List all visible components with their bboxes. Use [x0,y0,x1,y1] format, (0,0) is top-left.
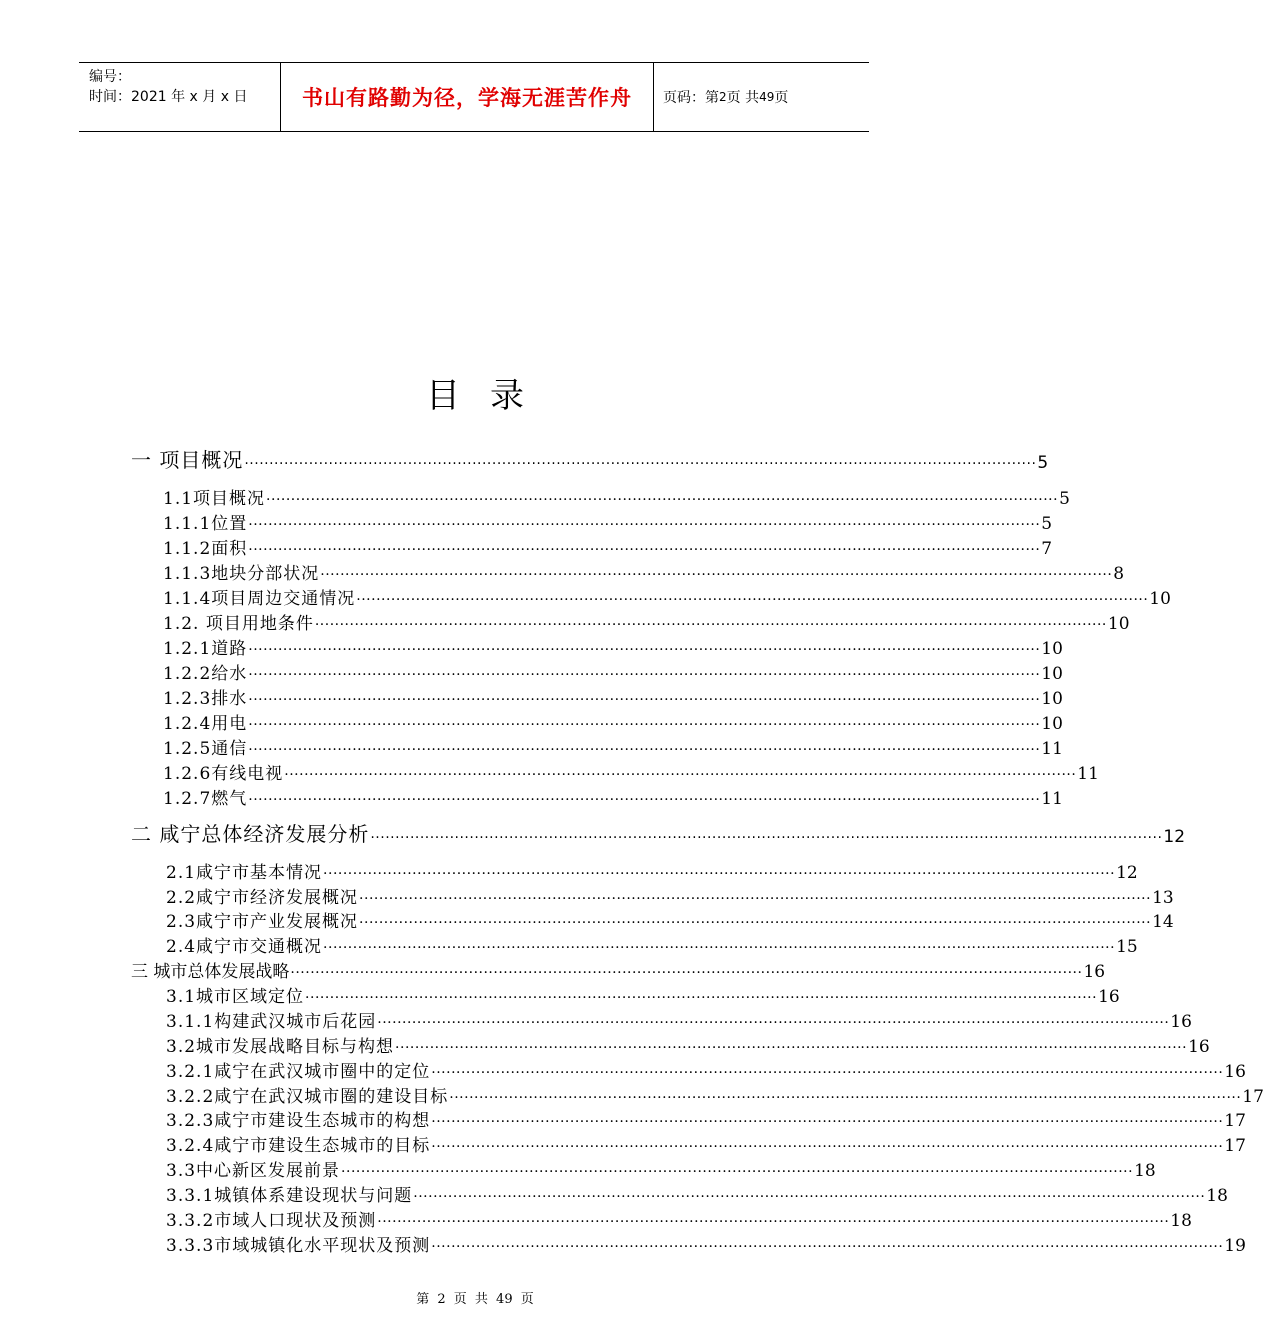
toc-leader: ································································································································································ [431,1239,1224,1255]
toc-entry-label: 1.1.1位置 [163,514,248,534]
toc-entry-label: 1.2. 项目用地条件 [163,614,314,634]
toc-entry[interactable] [166,1057,1246,1082]
toc-entry-page: 11 [1041,789,1063,809]
toc-entry[interactable] [166,1082,1264,1107]
toc-entry-page: 17 [1224,1111,1246,1131]
toc-entry[interactable] [166,1181,1228,1206]
document-date: 时间：2021 年 x 月 x 日 [89,89,248,105]
page-footer: 第 2 页 共 49 页 [416,1292,534,1307]
toc-title: 目录 [426,376,554,416]
toc-leader: ································································································································································ [341,1164,1134,1180]
toc-entry[interactable] [166,883,1174,908]
toc-entry-label: 3.2.3咸宁市建设生态城市的构想 [166,1111,431,1131]
toc-entry-label: 1.2.1道路 [163,639,248,659]
toc-entry[interactable] [163,509,1053,534]
toc-entry-page: 18 [1206,1186,1228,1206]
toc-entry-page: 16 [1224,1062,1246,1082]
toc-entry-label: 3.3中心新区发展前景 [166,1161,341,1181]
toc-entry[interactable] [163,559,1125,584]
header-info-cell [79,63,280,131]
toc-leader: ································································································································································ [323,940,1116,956]
toc-entry-label: 1.2.3排水 [163,689,248,709]
toc-entry-page: 11 [1041,739,1063,759]
toc-entry-page: 12 [1163,827,1186,847]
toc-leader: ································································································································································ [359,915,1152,931]
toc-leader: ································································································································································ [395,1040,1188,1056]
toc-entry-label: 2.3咸宁市产业发展概况 [166,912,359,932]
toc-entry-page: 14 [1152,912,1174,932]
toc-leader: ································································································································································ [244,456,1037,472]
toc-entry-label: 1.2.5通信 [163,739,248,759]
toc-entry-page: 16 [1083,962,1106,982]
page-mid: 页 共 [726,90,760,106]
toc-leader: ································································································································································ [248,667,1041,683]
page-header [79,62,869,132]
toc-entry[interactable] [163,634,1063,659]
toc-leader: ································································································································································ [377,1015,1170,1031]
toc-leader: ································································································································································ [248,792,1041,808]
toc-entry-page: 5 [1041,514,1053,534]
toc-entry-label: 3.2.1咸宁在武汉城市圈中的定位 [166,1062,431,1082]
toc-entry-page: 18 [1134,1161,1156,1181]
toc-entry-page: 15 [1116,937,1138,957]
toc-entry-page: 8 [1113,564,1125,584]
toc-entry-label: 1.2.4用电 [163,714,248,734]
toc-entry[interactable] [163,659,1063,684]
toc-leader: ································································································································································ [449,1090,1242,1106]
toc-entry[interactable] [166,1231,1246,1256]
toc-entry-label: 3.3.3市域城镇化水平现状及预测 [166,1236,431,1256]
toc-entry[interactable] [131,444,1049,473]
toc-leader: ································································································································································ [314,617,1107,633]
toc-entry-label: 1.1项目概况 [163,489,266,509]
toc-leader: ································································································································································ [320,567,1113,583]
toc-leader: ································································································································································ [431,1065,1224,1081]
toc-entry[interactable] [163,709,1063,734]
toc-entry-page: 16 [1188,1037,1210,1057]
toc-entry-label: 2.2咸宁市经济发展概况 [166,888,359,908]
toc-entry-page: 13 [1152,888,1174,908]
toc-entry-page: 10 [1041,664,1063,684]
toc-leader: ································································································································································ [377,1214,1170,1230]
page-number: 2 [719,90,727,104]
toc-entry-label: 一 项目概况 [131,448,244,472]
toc-entry-label: 3.1.1构建武汉城市后花园 [166,1012,377,1032]
document-number-label: 编号： [89,69,131,85]
toc-entry[interactable] [166,932,1138,957]
toc-leader: ································································································································································ [284,767,1077,783]
toc-entry[interactable] [166,1032,1210,1057]
toc-entry[interactable] [163,684,1063,709]
toc-leader: ································································································································································ [323,866,1116,882]
toc-leader: ································································································································································ [359,891,1152,907]
toc-entry-label: 三 城市总体发展战略 [131,962,290,982]
page-total: 49 [759,90,775,104]
toc-entry[interactable] [166,1206,1192,1231]
toc-entry[interactable] [166,1156,1156,1181]
toc-entry-page: 10 [1041,714,1063,734]
toc-entry-label: 1.1.2面积 [163,539,248,559]
toc-leader: ································································································································································ [431,1114,1224,1130]
toc-entry[interactable] [131,957,1106,982]
toc-leader: ································································································································································ [248,642,1041,658]
page-label: 页码：第 [663,90,719,106]
toc-entry-label: 3.2.2咸宁在武汉城市圈的建设目标 [166,1087,449,1107]
toc-leader: ································································································································································ [266,492,1059,508]
toc-entry-label: 3.3.1城镇体系建设现状与问题 [166,1186,413,1206]
toc-leader: ································································································································································ [413,1189,1206,1205]
toc-leader: ································································································································································ [248,742,1041,758]
toc-entry[interactable] [163,609,1130,634]
toc-entry-page: 17 [1242,1087,1264,1107]
toc-entry-label: 2.4咸宁市交通概况 [166,937,323,957]
toc-entry[interactable] [166,907,1174,932]
toc-leader: ································································································································································ [356,592,1149,608]
toc-entry-label: 3.2城市发展战略目标与构想 [166,1037,395,1057]
toc-entry[interactable] [166,1106,1246,1131]
toc-entry-label: 1.2.2给水 [163,664,248,684]
toc-entry-page: 12 [1116,863,1138,883]
toc-leader: ································································································································································ [305,990,1098,1006]
toc-entry-page: 10 [1041,639,1063,659]
toc-leader: ································································································································································ [290,965,1083,981]
toc-entry-page: 11 [1077,764,1099,784]
toc-entry-label: 3.2.4咸宁市建设生态城市的目标 [166,1136,431,1156]
toc-entry-page: 10 [1107,614,1130,634]
toc-entry-page: 10 [1041,689,1063,709]
toc-entry-label: 二 咸宁总体经济发展分析 [131,822,370,846]
toc-entry[interactable] [166,1131,1246,1156]
toc-entry[interactable] [166,1007,1192,1032]
toc-entry[interactable] [131,818,1186,847]
toc-leader: ································································································································································ [248,542,1041,558]
toc-entry[interactable] [163,734,1063,759]
toc-entry-label: 1.2.7燃气 [163,789,248,809]
toc-leader: ································································································································································ [248,717,1041,733]
toc-entry-page: 17 [1224,1136,1246,1156]
toc-entry-page: 7 [1041,539,1053,559]
toc-leader: ································································································································································ [248,692,1041,708]
toc-leader: ································································································································································ [431,1139,1224,1155]
toc-entry[interactable] [163,534,1053,559]
toc-entry[interactable] [163,484,1070,509]
toc-entry-page: 16 [1098,987,1120,1007]
toc-entry-label: 2.1咸宁市基本情况 [166,863,323,883]
toc-entry-page: 18 [1170,1211,1192,1231]
toc-entry-page: 16 [1170,1012,1192,1032]
toc-entry[interactable] [166,982,1120,1007]
toc-entry-page: 10 [1149,589,1171,609]
header-page-info [654,63,869,131]
toc-entry[interactable] [163,584,1171,609]
toc-leader: ································································································································································ [248,517,1041,533]
toc-entry-page: 19 [1224,1236,1246,1256]
toc-entry-page: 5 [1059,489,1070,509]
toc-entry-label: 1.1.4项目周边交通情况 [163,589,356,609]
toc-entry-page: 5 [1037,453,1049,473]
header-motto: 书山有路勤为径，学海无涯苦作舟 [280,63,654,131]
toc-entry[interactable] [166,858,1138,883]
toc-entry[interactable] [163,784,1063,809]
toc-entry-label: 1.1.3地块分部状况 [163,564,320,584]
toc-entry[interactable] [163,759,1099,784]
toc-leader: ································································································································································ [370,830,1163,846]
toc-entry-label: 3.1城市区域定位 [166,987,305,1007]
toc-entry-label: 1.2.6有线电视 [163,764,284,784]
page-end: 页 [774,90,789,106]
toc-entry-label: 3.3.2市域人口现状及预测 [166,1211,377,1231]
